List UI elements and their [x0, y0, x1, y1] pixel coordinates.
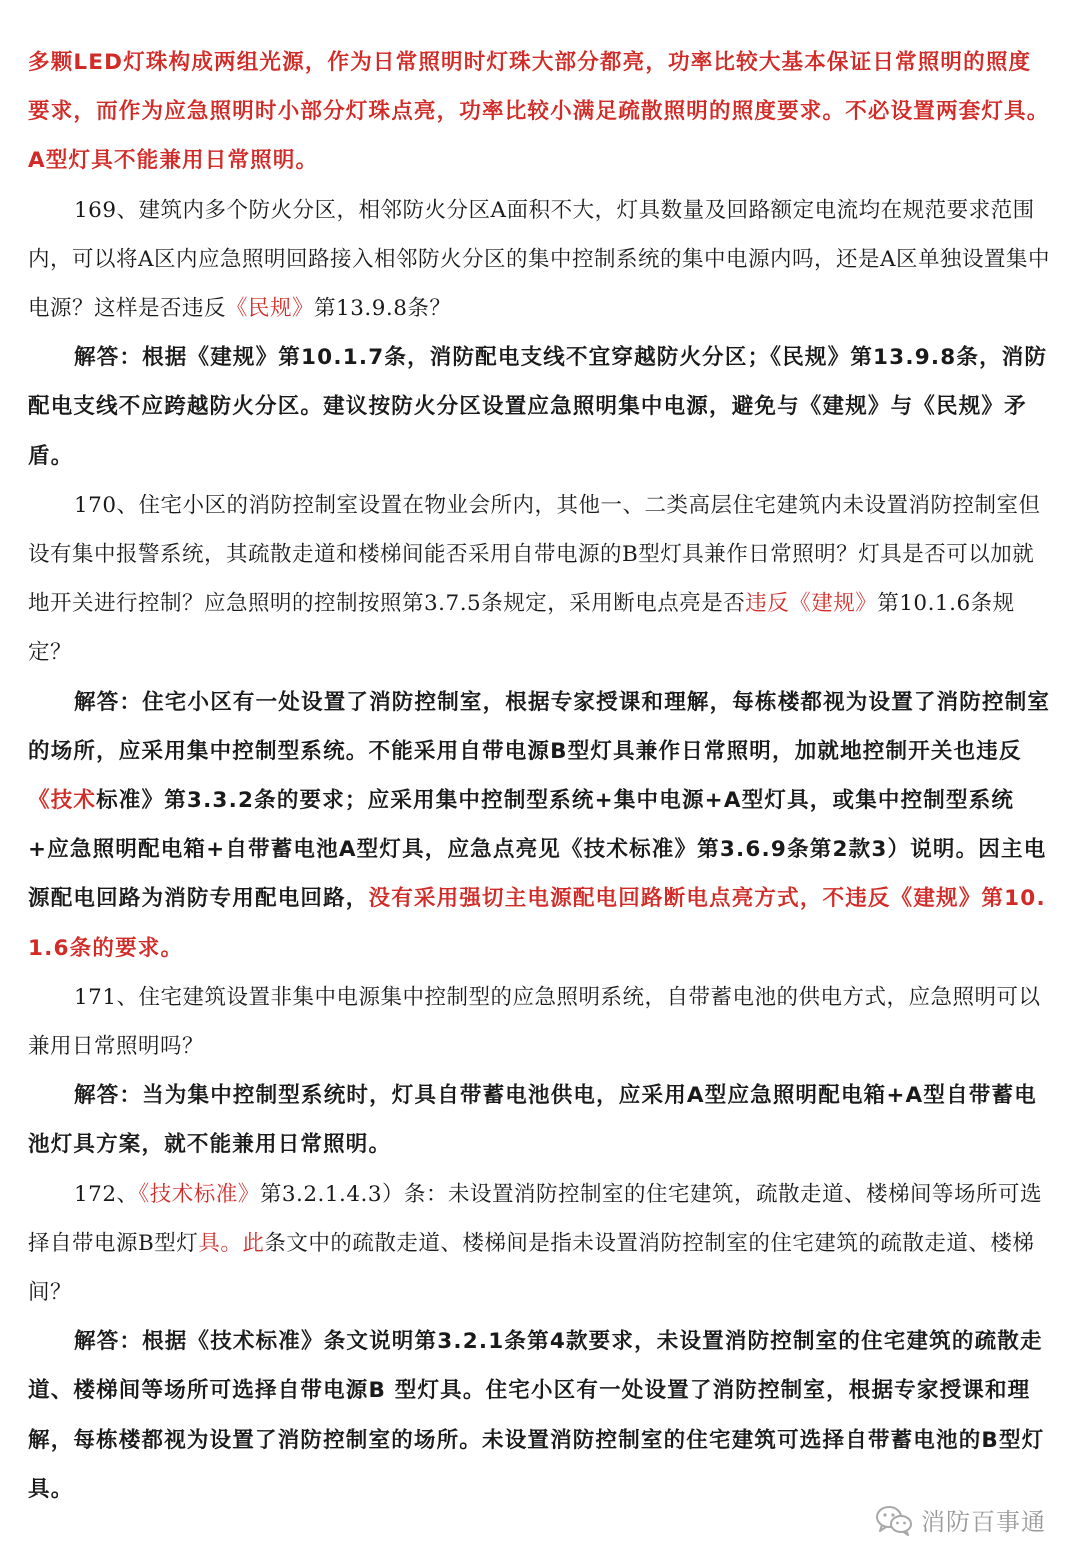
answer-170-mid: 标准》第3.3.2条的要求；应采用集中控制型系统+集中电源+A型灯具，或集中控制型系统+应急照明配电箱+自带蓄电池A型灯具，应急点亮见《技术标准》第3.6.9条第2款3）说明。因主电源配电回路为消防专用配电回路，	[28, 788, 1047, 912]
watermark-text: 消防百事通	[921, 1508, 1046, 1536]
answer-170-highlight-2: 没有采用强切主电源配电回路断电点亮方式，不违反《建规》第10.1.6条的要求。	[28, 886, 1046, 961]
answer-170-text: 解答：住宅小区有一处设置了消防控制室，根据专家授课和理解，每栋楼都视为设置了消防控制室的场所，应采用集中控制型系统。不能采用自带电源B型灯具兼作日常照明，加就地控制开关也违反	[28, 689, 1051, 764]
question-170-tail: 第10.1.6条规定？	[28, 591, 1015, 666]
question-169	[28, 186, 1052, 334]
question-170	[28, 481, 1052, 678]
intro-paragraph: 多颗LED灯珠构成两组光源，作为日常照明时灯珠大部分都亮，功率比较大基本保证日常照明的照度要求，而作为应急照明时小部分灯珠点亮，功率比较小满足疏散照明的照度要求。不必设置两套灯具。A型灯具不能兼用日常照明。	[28, 50, 1050, 174]
answer-170-highlight-1: 《技术	[28, 788, 97, 814]
answer-171: 解答：当为集中控制型系统时，灯具自带蓄电池供电，应采用A型应急照明配电箱+A型自带蓄电池灯具方案，就不能兼用日常照明。	[28, 1083, 1037, 1158]
question-172-tail: 条文中的疏散走道、楼梯间是指未设置消防控制室的住宅建筑的疏散走道、楼梯间？	[28, 1230, 1035, 1306]
question-172	[28, 1170, 1052, 1318]
question-170-highlight: 违反《建规》	[745, 591, 878, 617]
watermark	[875, 1502, 1046, 1537]
answer-169: 解答：根据《建规》第10.1.7条，消防配电支线不宜穿越防火分区；《民规》第13.9.8条，消防配电支线不应跨越防火分区。建议按防火分区设置应急照明集中电源，避免与《建规》与《民规》矛盾。	[28, 345, 1048, 469]
question-169-text: 169、建筑内多个防火分区，相邻防火分区A面积不大，灯具数量及回路额定电流均在规范要求范围内，可以将A区内应急照明回路接入相邻防火分区的集中控制系统的集中电源内吗，还是A区单独设置集中电源？这样是否违反	[28, 197, 1051, 322]
answer-172: 解答：根据《技术标准》条文说明第3.2.1条第4款要求，未设置消防控制室的住宅建筑的疏散走道、楼梯间等场所可选择自带电源B 型灯具。住宅小区有一处设置了消防控制室，根据专家授课和理解，每栋楼都视为设置了消防控制室的场所。未设置消防控制室的住宅建筑可选择自带蓄电池的B型灯具。	[28, 1329, 1045, 1502]
question-169-tail: 第13.9.8条？	[314, 296, 452, 322]
wechat-icon	[875, 1504, 913, 1536]
question-172-highlight-2: 具。此	[198, 1230, 265, 1256]
answer-170	[28, 678, 1052, 973]
question-169-highlight: 《民规》	[226, 296, 315, 322]
question-172-highlight-1: 《技术标准》	[138, 1181, 260, 1207]
question-170-text: 170、住宅小区的消防控制室设置在物业会所内，其他一、二类高层住宅建筑内未设置消防控制室但设有集中报警系统，其疏散走道和楼梯间能否采用自带电源的B型灯具兼作日常照明？灯具是否可以加就地开关进行控制？应急照明的控制按照第3.7.5条规定，采用断电点亮是否	[28, 492, 1041, 617]
question-172-text: 第3.2.1.4.3）条：未设置消防控制室的住宅建筑，疏散走道、楼梯间等场所可选择自带电源B型灯	[28, 1181, 1043, 1256]
question-171: 171、住宅建筑设置非集中电源集中控制型的应急照明系统，自带蓄电池的供电方式，应急照明可以兼用日常照明吗？	[28, 984, 1041, 1060]
question-172-number: 172、	[74, 1181, 139, 1207]
